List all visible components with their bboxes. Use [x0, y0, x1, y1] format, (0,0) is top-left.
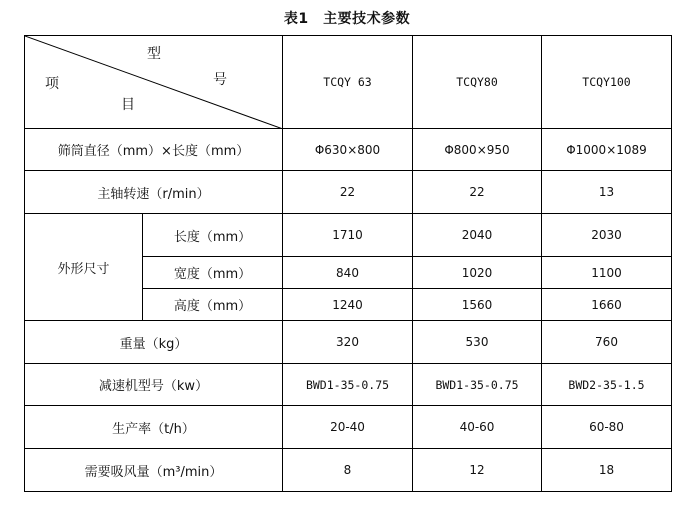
cell-width-3: 1100: [542, 257, 672, 289]
table-row: [25, 321, 672, 364]
cell-air-2: 12: [413, 449, 542, 492]
model-header-1: TCQY 63: [283, 36, 413, 129]
spec-table: [24, 35, 672, 492]
cell-capacity-1: 20-40: [283, 406, 413, 449]
cell-height-2: 1560: [413, 289, 542, 321]
diag-label-right: 号: [213, 72, 227, 88]
row-group-label-dims: 外形尺寸: [25, 214, 143, 321]
diag-label-bottom: 目: [121, 97, 135, 113]
cell-screen-1: Φ630×800: [283, 129, 413, 171]
row-label-screen: 筛筒直径（mm）×长度（mm）: [25, 129, 283, 171]
table-row: [25, 449, 672, 492]
row-label-air: 需要吸风量（m³/min）: [25, 449, 283, 492]
model-header-2: TCQY80: [413, 36, 542, 129]
table-caption: 表1 主要技术参数: [283, 11, 411, 27]
cell-speed-2: 22: [413, 171, 542, 214]
cell-capacity-2: 40-60: [413, 406, 542, 449]
row-label-weight: 重量（kg）: [25, 321, 283, 364]
header-row: [25, 36, 672, 129]
cell-weight-2: 530: [413, 321, 542, 364]
cell-height-3: 1660: [542, 289, 672, 321]
cell-speed-3: 13: [542, 171, 672, 214]
cell-length-3: 2030: [542, 214, 672, 257]
cell-air-1: 8: [283, 449, 413, 492]
table-row: [25, 406, 672, 449]
cell-reducer-2: BWD1-35-0.75: [413, 364, 542, 406]
diag-label-top: 型: [147, 46, 161, 62]
diag-label-left: 项: [45, 76, 59, 92]
cell-reducer-3: BWD2-35-1.5: [542, 364, 672, 406]
row-label-speed: 主轴转速（r/min）: [25, 171, 283, 214]
cell-width-2: 1020: [413, 257, 542, 289]
cell-height-1: 1240: [283, 289, 413, 321]
cell-speed-1: 22: [283, 171, 413, 214]
cell-weight-3: 760: [542, 321, 672, 364]
cell-weight-1: 320: [283, 321, 413, 364]
row-label-capacity: 生产率（t/h）: [25, 406, 283, 449]
model-header-3: TCQY100: [542, 36, 672, 129]
cell-reducer-1: BWD1-35-0.75: [283, 364, 413, 406]
table-row: [25, 214, 672, 257]
diagonal-header-cell: [25, 36, 283, 129]
table-row: [25, 129, 672, 171]
row-label-length: 长度（mm）: [143, 214, 283, 257]
table-row: [25, 171, 672, 214]
row-label-width: 宽度（mm）: [143, 257, 283, 289]
table-row: [25, 364, 672, 406]
cell-width-1: 840: [283, 257, 413, 289]
cell-air-3: 18: [542, 449, 672, 492]
cell-length-1: 1710: [283, 214, 413, 257]
cell-capacity-3: 60-80: [542, 406, 672, 449]
cell-screen-3: Φ1000×1089: [542, 129, 672, 171]
cell-screen-2: Φ800×950: [413, 129, 542, 171]
cell-length-2: 2040: [413, 214, 542, 257]
row-label-height: 高度（mm）: [143, 289, 283, 321]
row-label-reducer: 减速机型号（kw）: [25, 364, 283, 406]
